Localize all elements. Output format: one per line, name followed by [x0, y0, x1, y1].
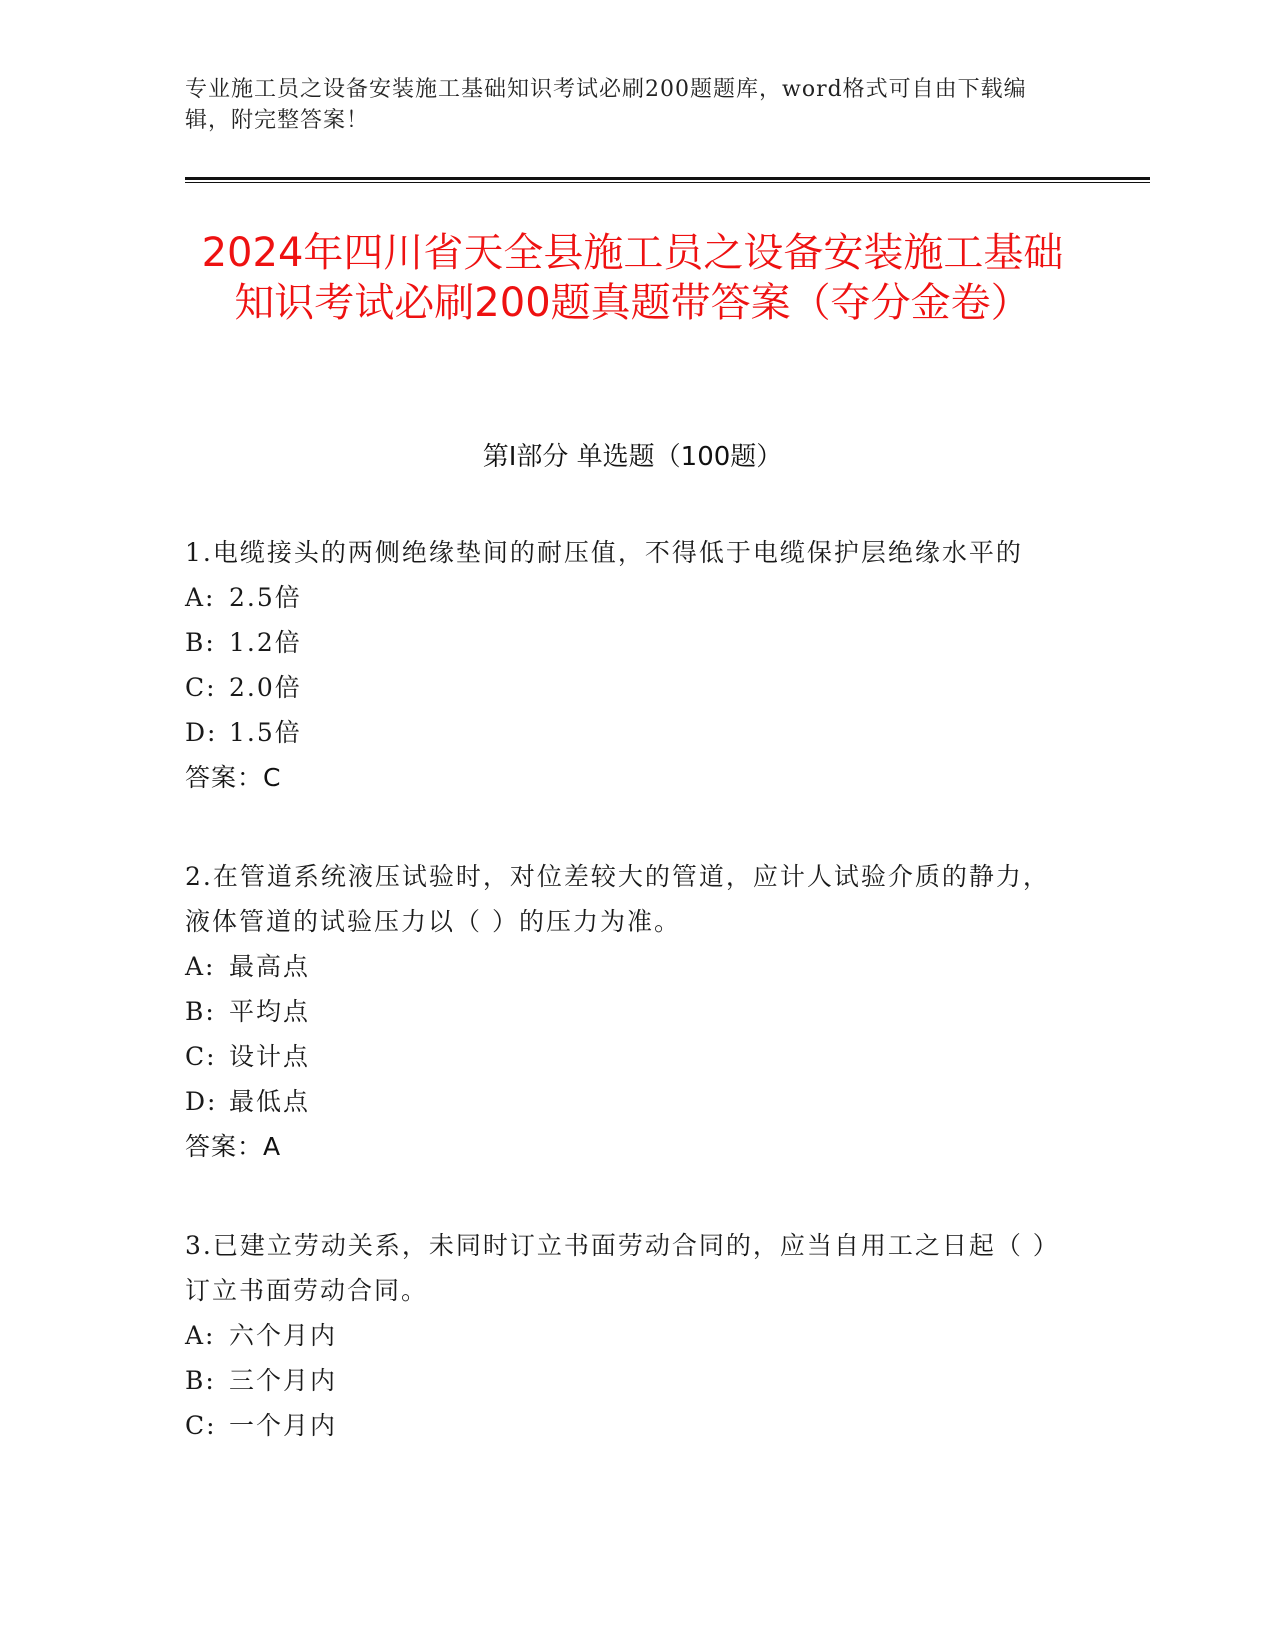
option-key: D: [185, 1087, 218, 1116]
question-list [185, 530, 1065, 1502]
option-text: 2.0倍 [229, 673, 302, 702]
option-text: 平均点 [229, 997, 311, 1026]
question-2 [185, 854, 1065, 1169]
option-text: 最低点 [229, 1087, 311, 1116]
option-b [185, 620, 1065, 665]
option-text: 三个月内 [229, 1366, 338, 1395]
option-key: C: [185, 1411, 217, 1440]
option-c [185, 1403, 1065, 1448]
option-c [185, 665, 1065, 710]
option-key: C: [185, 1042, 217, 1071]
question-3 [185, 1223, 1065, 1448]
option-text: 设计点 [229, 1042, 311, 1071]
option-d [185, 1079, 1065, 1124]
section-title: 第I部分 单选题（100题） [482, 442, 783, 472]
option-c [185, 1034, 1065, 1079]
option-a [185, 1313, 1065, 1358]
option-key: B: [185, 1366, 216, 1395]
option-key: A: [185, 952, 216, 981]
option-d [185, 710, 1065, 755]
answer-line: 答案：A [185, 1132, 282, 1161]
option-b [185, 989, 1065, 1034]
option-a [185, 944, 1065, 989]
option-key: C: [185, 673, 217, 702]
option-text: 一个月内 [229, 1411, 338, 1440]
header-note: 专业施工员之设备安装施工基础知识考试必刷200题题库，word格式可自由下载编辑，附完整答案！ [185, 77, 1027, 133]
option-text: 六个月内 [229, 1321, 338, 1350]
question-stem: 1.电缆接头的两侧绝缘垫间的耐压值，不得低于电缆保护层绝缘水平的 [185, 538, 1023, 567]
option-a [185, 575, 1065, 620]
option-text: 1.5倍 [229, 718, 302, 747]
option-text: 最高点 [229, 952, 311, 981]
header-divider-thick [185, 177, 1150, 180]
header-divider-thin [185, 182, 1150, 183]
question-stem: 2.在管道系统液压试验时，对位差较大的管道，应计人试验介质的静力，液体管道的试验压力以（ ）的压力为准。 [185, 862, 1050, 936]
answer-line: 答案：C [185, 763, 282, 792]
option-text: 2.5倍 [229, 583, 302, 612]
option-key: A: [185, 583, 216, 612]
option-key: B: [185, 628, 216, 657]
option-key: D: [185, 718, 218, 747]
question-1 [185, 530, 1065, 800]
document-title: 2024年四川省天全县施工员之设备安装施工基础知识考试必刷200题真题带答案（夺分金卷） [201, 230, 1064, 326]
option-key: A: [185, 1321, 216, 1350]
question-stem: 3.已建立劳动关系，未同时订立书面劳动合同的，应当自用工之日起（ ）订立书面劳动合同。 [185, 1231, 1060, 1305]
option-b [185, 1358, 1065, 1403]
option-text: 1.2倍 [229, 628, 302, 657]
option-key: B: [185, 997, 216, 1026]
